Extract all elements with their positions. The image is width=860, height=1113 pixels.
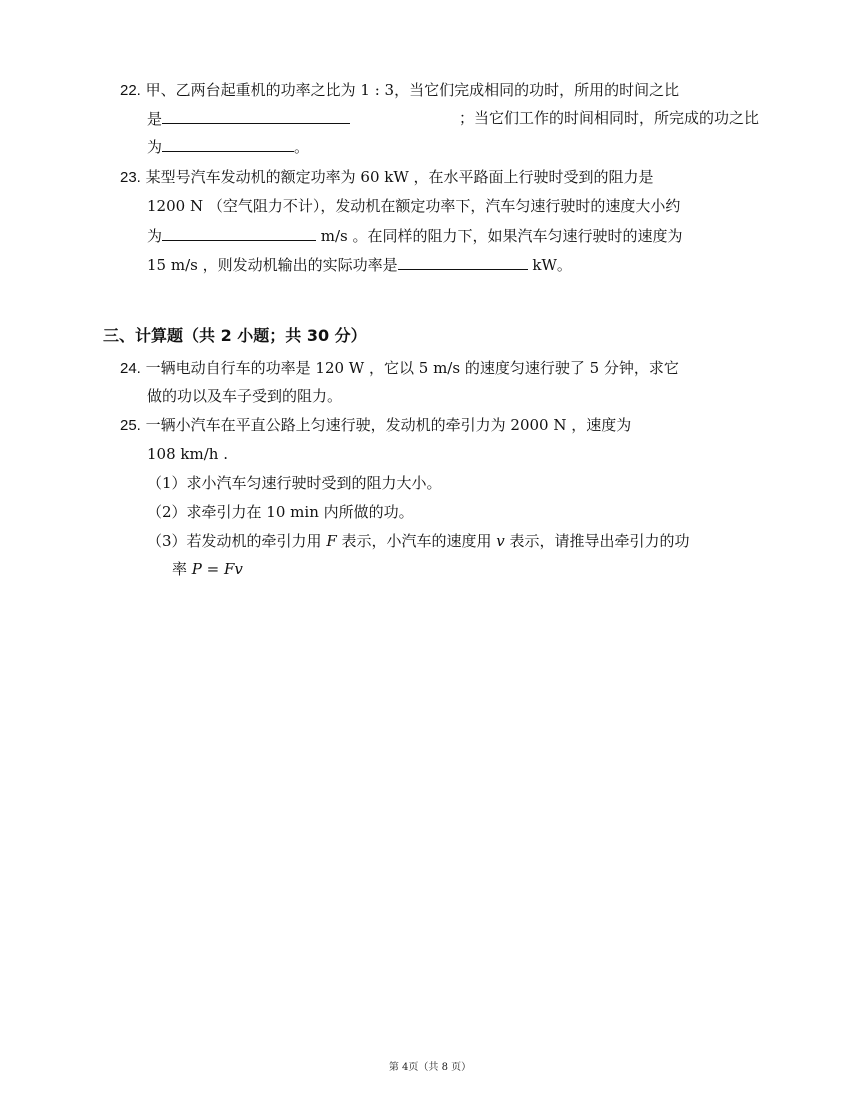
q23-text-1: 某型号汽车发动机的额定功率为 60 kW ，在水平路面上行驶时受到的阻力是 [145, 168, 654, 186]
q23-answer-blank-2[interactable] [398, 254, 528, 270]
q23-text-3a: 为 [147, 227, 163, 245]
q23-line3 [147, 225, 683, 246]
q25-part3-text-c: 表示，请推导出牵引力的功 [504, 532, 690, 550]
q23-text-3b: m/s 。在同样的阻力下，如果汽车匀速行驶时的速度为 [316, 227, 683, 245]
q23-answer-blank-1[interactable] [162, 225, 316, 241]
q25-number: 25. [120, 417, 141, 434]
q23-line1 [120, 167, 654, 188]
q25-part3-text-a: （3）若发动机的牵引力用 [147, 532, 327, 550]
q24-text-1: 一辆电动自行车的功率是 120 W ，它以 5 m/s 的速度匀速行驶了 5 分钟，求它 [145, 359, 679, 377]
q25-part3 [147, 531, 690, 551]
q23-text-2: 1200 N （空气阻力不计），发动机在额定功率下，汽车匀速行驶时的速度大小约 [147, 197, 681, 215]
q22-text-1: 甲、乙两台起重机的功率之比为 1 : 3，当它们完成相同的功时，所用的时间之比 [145, 81, 680, 99]
q25-text-1: 一辆小汽车在平直公路上匀速行驶，发动机的牵引力为 2000 N ，速度为 [145, 416, 632, 434]
q25-part2 [147, 502, 414, 522]
q23-text-4a: 15 m/s ，则发动机输出的实际功率是 [147, 256, 398, 274]
q25-part1 [147, 473, 442, 493]
q22-line1 [120, 80, 679, 101]
q22-text-2b: ；当它们工作的时间相同时，所完成的功之比 [458, 109, 759, 127]
velocity-variable: v [496, 532, 505, 550]
q22-line3 [147, 136, 309, 157]
q24-text-2: 做的功以及车子受到的阻力。 [147, 387, 343, 405]
q24-line2 [147, 386, 342, 406]
q25-part3-cont [172, 559, 243, 579]
q22-answer-blank-1[interactable] [162, 108, 350, 124]
q22-answer-blank-2[interactable] [162, 136, 294, 152]
force-variable: F [326, 532, 337, 550]
q22-text-3a: 为 [147, 138, 163, 156]
q23-line2 [147, 196, 680, 216]
page-footer: 第 4页（共 8 页） [388, 1062, 472, 1073]
q22-text-2a: 是 [147, 110, 163, 128]
q25-part3-text-d: 率 [172, 560, 192, 578]
q22-text-3b: 。 [294, 138, 310, 156]
section-heading: 三、计算题（共 2 小题；共 30 分） [103, 326, 367, 345]
q22-line2 [147, 108, 759, 129]
q23-text-4b: kW。 [527, 256, 572, 274]
power-formula: P = Fv [191, 560, 243, 578]
q24-line1 [120, 358, 679, 379]
q25-part3-text-b: 表示，小汽车的速度用 [336, 532, 497, 550]
q25-line2 [147, 444, 228, 464]
q22-number: 22. [120, 82, 141, 99]
q23-number: 23. [120, 169, 141, 186]
q25-part2-text: （2）求牵引力在 10 min 内所做的功。 [147, 503, 414, 521]
q23-line4 [147, 254, 572, 275]
q24-number: 24. [120, 360, 141, 377]
q25-part1-text: （1）求小汽车匀速行驶时受到的阻力大小。 [147, 474, 442, 492]
q25-text-2: 108 km/h . [147, 445, 228, 463]
q25-line1 [120, 415, 631, 436]
